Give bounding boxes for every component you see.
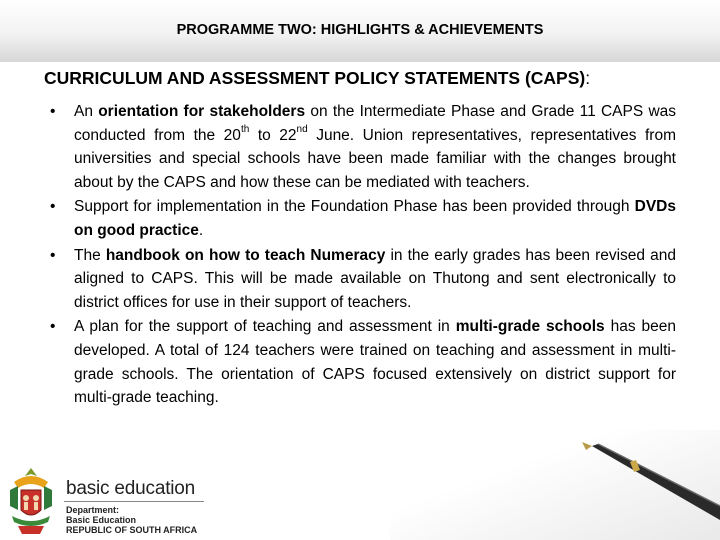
superscript: nd	[296, 124, 308, 136]
section-heading-text: CURRICULUM AND ASSESSMENT POLICY STATEMENTS (CAPS)	[44, 68, 586, 88]
bullet-icon: •	[50, 103, 56, 120]
bullet-icon: •	[50, 246, 56, 264]
footer-logo	[0, 460, 220, 540]
bullet-text: has been developed. A total of 124 teachers were trained on teaching and assessment in multi-grade schools. The orientation of CAPS focused extensively on district support for multi-grade teaching.	[74, 318, 676, 407]
bullet-text: .	[198, 221, 204, 239]
bullet-text: on the Intermediate Phase and Grade 11 CAPS was conducted from the 20	[74, 103, 677, 144]
logo-wordmark: basic education	[66, 478, 196, 499]
bullet-list	[50, 100, 676, 411]
bullet-text: An	[74, 103, 99, 120]
section-heading-colon: :	[585, 68, 591, 88]
list-item	[50, 315, 676, 409]
bullet-text: to 22	[249, 126, 297, 144]
department-name: Basic Education	[66, 515, 137, 525]
bullet-icon: •	[50, 318, 56, 336]
bullet-text: Support for implementation in the Foundation Phase has been provided through	[74, 198, 635, 216]
bullet-text: The	[74, 246, 106, 264]
country-name: REPUBLIC OF SOUTH AFRICA	[66, 525, 198, 535]
fountain-pen-icon	[570, 440, 720, 540]
logo-divider	[64, 501, 204, 502]
department-label: Department:	[66, 505, 120, 515]
header-bar	[0, 0, 720, 62]
highlight-text: multi-grade schools	[455, 318, 605, 336]
highlight-text: DVDs on good practice	[74, 198, 676, 239]
bullet-text: in the early grades has been revised and aligned to CAPS. This will be made available on Thutong and sent electronically to district offices for use in their support of teachers.	[74, 246, 676, 311]
page-title: PROGRAMME TWO: HIGHLIGHTS & ACHIEVEMENTS	[176, 22, 544, 38]
superscript: th	[240, 124, 250, 136]
highlight-text: handbook on how to teach Numeracy	[105, 246, 386, 264]
list-item	[50, 244, 676, 315]
list-item	[50, 195, 676, 242]
bullet-text: June. Union representatives, representatives from universities and special schools have been made familiar with the changes brought about by the CAPS and how these can be mediated with teachers.	[74, 126, 677, 191]
highlight-text: orientation for stakeholders	[98, 103, 306, 120]
section-heading	[44, 68, 590, 89]
bullet-icon: •	[50, 198, 56, 216]
list-item	[50, 100, 676, 194]
bullet-text: A plan for the support of teaching and assessment in	[74, 318, 456, 336]
coat-of-arms-icon	[4, 464, 58, 540]
